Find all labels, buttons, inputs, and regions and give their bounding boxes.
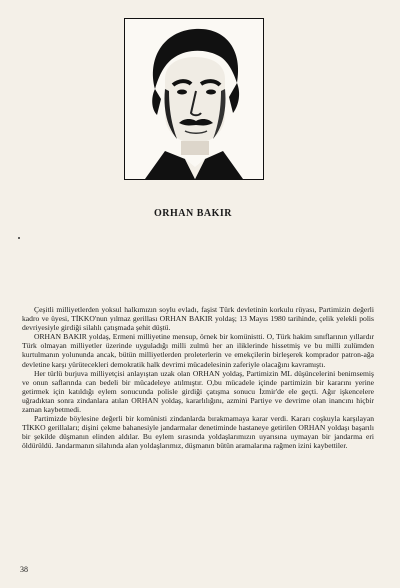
portrait-photo-icon xyxy=(125,19,263,179)
paragraph: Her türlü burjuva milliyetçisi anlayıştan uzak olan ORHAN yoldaş, Partimizin ML düşüncelerini benimsemiş ve onun saflarında can bedeli bir mücadeleye atılmıştır. O,bu mücadele içinde partimizin bir kararını yerine getirmek için katıldığı eylem sonucunda polisle girdiği çatışma sonucu İzmir'de ele geçti. Ağır işkencelere uğradıktan sonra zindanlara atılan ORHAN yoldaş, kararlılığını, azmini Partiye ve devrime olan inancını hiçbir zaman kaybetmedi. xyxy=(22,368,374,415)
paragraph: Partimizde böylesine değerli bir komünisti zindanlarda bırakmamaya karar verdi. Kararı coşkuyla karşılayan TİKKO gerillaları; dişini çekme bahanesiyle jandarmalar denetiminde hastaneye getirilen ORHAN yoldaşı başarılı bir şekilde düşmanın elinden aldılar. Bu eylem sırasında yoldaşlarımızın uyarısına uymayan bir jandarma eri öldürüldü. Jandarmanın silahında alan yoldaşlarımız, düşmanın bütün aramalarına rağmen izini kaybettiler. xyxy=(22,414,374,451)
paragraph: Çeşitli milliyetlerden yoksul halkımızın soylu evladı, faşist Türk devletinin korkulu rüyası, Partimizin değerli kadro ve üyesi, TİKKO'nun yılmaz gerillası ORHAN BAKIR yoldaş; 13 Mayıs 1980 tarihinde, çelik yelekli polis devriyesiyle girdiği silahlı çatışmada şehit düştü. xyxy=(22,305,374,333)
portrait-photo xyxy=(124,18,264,180)
page-number: 38 xyxy=(20,565,28,574)
person-name-heading: ORHAN BAKIR xyxy=(153,208,232,219)
print-speck xyxy=(18,237,20,239)
body-text xyxy=(22,305,374,451)
paragraph: ORHAN BAKIR yoldaş, Ermeni milliyetine mensup, örnek bir komünistti. O, Türk hakim sınıflarının yıllardır Türk olmayan milliyetler üzerinde uyguladığı milli zulmü her an iliklerinde hissetmiş ve bu milli zulümden kurtulmanın yolununda ancak, bütün milliyetlerden proleterlerin ve emekçilerin birleşerek komprador patron-ağa devletine karşı yürütecekleri demokratik halk devrimi mücadelesinin zaferiyle olacağını kavramıştı. xyxy=(22,332,374,369)
